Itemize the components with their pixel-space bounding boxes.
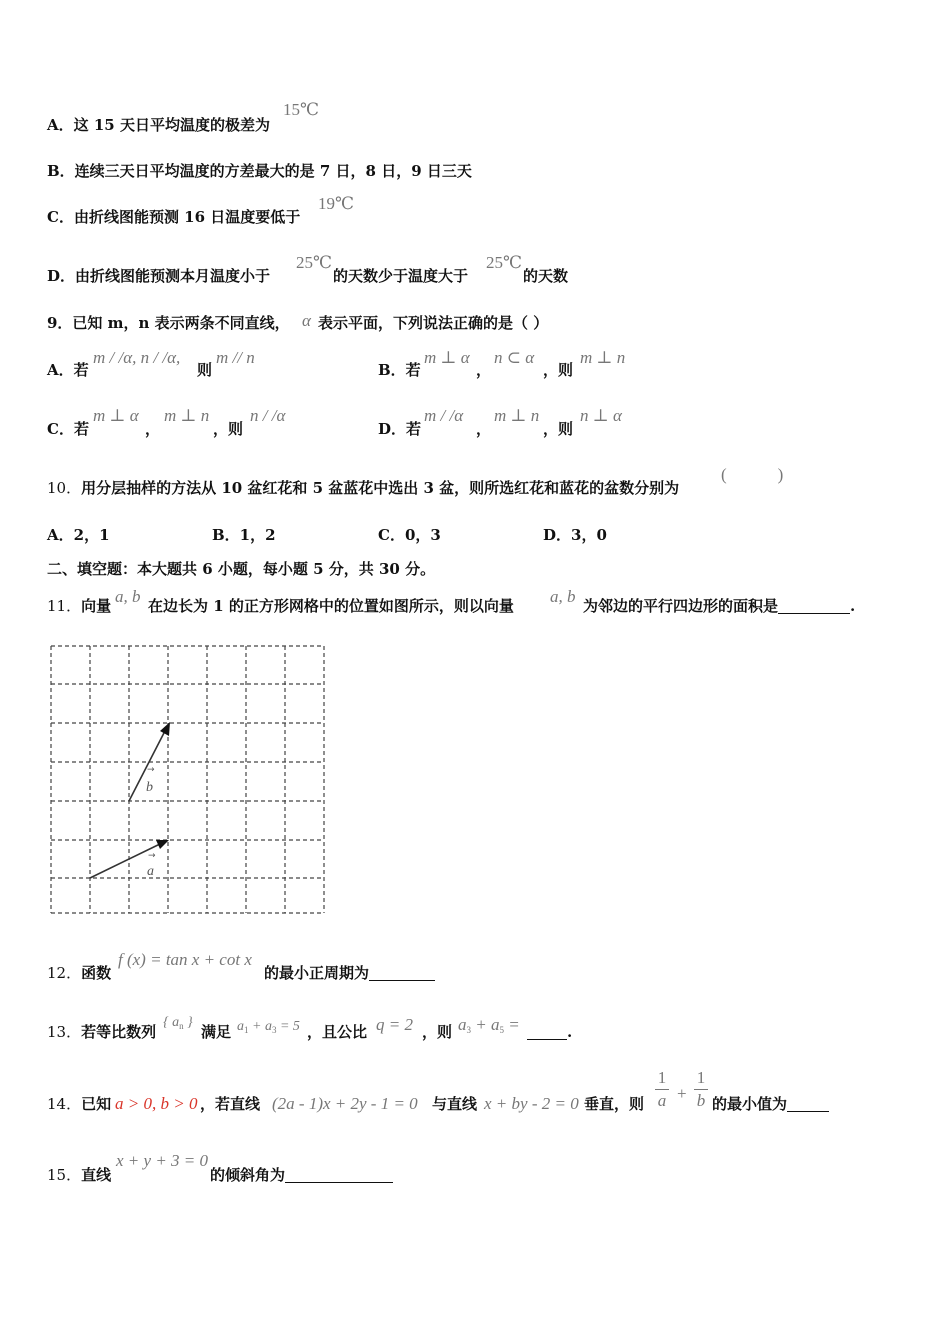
q11-post: 为邻边的平行四边形的面积是 . <box>583 597 856 615</box>
q12-answer-blank[interactable] <box>369 966 435 981</box>
q9-option-d-label: D．若 <box>378 420 422 438</box>
q15-math: x + y + 3 = 0 <box>116 1151 209 1170</box>
q15-post: 的倾斜角为 <box>210 1165 393 1185</box>
q9-option-d-math1: m / /α <box>424 406 464 425</box>
q11-mid: 在边长为 1 的正方形网格中的位置如图所示，则以向量 <box>148 597 514 615</box>
q9-option-b-math3: m ⊥ n <box>580 348 626 367</box>
q11-math1: a, b <box>115 587 141 606</box>
q9-option-b-math1: m ⊥ α <box>424 348 470 367</box>
q8-option-d-post: 的天数 <box>523 267 569 285</box>
vector-a-label: a <box>147 864 154 879</box>
q14-post: 的最小值为 <box>712 1094 829 1114</box>
q9-option-c-math1: m ⊥ α <box>93 406 139 425</box>
q9-option-c-label: C．若 <box>47 420 89 438</box>
q9-stem-post: 表示平面，下列说法正确的是（ ） <box>318 314 549 332</box>
q14-answer-blank[interactable] <box>787 1097 829 1112</box>
q8-option-d-math2: 25℃ <box>486 253 523 272</box>
q9-option-c-then: ，则 <box>213 420 244 438</box>
q14-mid1: ，若直线 <box>200 1095 261 1113</box>
q14-plus: + <box>677 1084 687 1103</box>
q11-answer-blank[interactable] <box>778 599 850 614</box>
q15-answer-blank[interactable] <box>285 1168 393 1183</box>
q8-option-c: C．由折线图能预测 16 日温度要低于 <box>47 208 301 226</box>
q9-option-a-math1: m / /α, n / /α, <box>93 348 181 367</box>
q15-line: 15．直线 <box>47 1166 112 1184</box>
q9-option-b-label: B．若 <box>378 361 421 379</box>
q12-math: f (x) = tan x + cot x <box>118 950 252 969</box>
q10-option-d: D．3，0 <box>543 526 607 544</box>
q12-post: 的最小正周期为 <box>264 963 435 983</box>
q9-option-d-then: ，则 <box>543 420 574 438</box>
q14-fraction-1-over-b: 1 b <box>694 1068 708 1111</box>
q13-line: 13．若等比数列 <box>47 1023 157 1041</box>
q13-math2: $a_1 + a_3 = 5$ <box>237 1019 300 1035</box>
vector-b-arrow-mark: → <box>147 765 155 775</box>
q8-option-c-math: 19℃ <box>318 194 355 213</box>
q11-line: 11．向量 <box>47 597 112 615</box>
q13-math4: $a_3 + a_5$ = <box>458 1015 520 1035</box>
q9-option-b-then: ，则 <box>543 361 574 379</box>
q9-option-c-math3: n / /α <box>250 406 286 425</box>
q13-math1: { $a_n$ } <box>163 1015 193 1031</box>
q14-fraction-1-over-a: 1 a <box>655 1068 669 1111</box>
q13-answer-blank[interactable] <box>527 1025 567 1040</box>
q10-paren: ( ) <box>721 465 784 484</box>
q10-option-c: C．0，3 <box>378 526 441 544</box>
q13-mid2: ，且公比 <box>307 1023 368 1041</box>
q9-option-d-math3: n ⊥ α <box>580 406 622 425</box>
q14-line: 14．已知 <box>47 1095 112 1113</box>
q10-option-a: A．2，1 <box>47 526 110 544</box>
q8-option-b: B．连续三天日平均温度的方差最大的是 7 日，8 日，9 日三天 <box>47 162 472 180</box>
q8-option-d-math1: 25℃ <box>296 253 333 272</box>
q14-condition-math: a > 0, b > 0 <box>115 1094 198 1113</box>
q9-stem-math: α <box>302 311 311 330</box>
q9-option-c-comma: ， <box>145 420 161 438</box>
vector-b-label: b <box>146 780 153 795</box>
q9-option-a-then: 则 <box>197 361 213 379</box>
section-2-header: 二、填空题：本大题共 6 小题，每小题 5 分，共 30 分。 <box>47 560 436 578</box>
q8-option-d-pre: D．由折线图能预测本月温度小于 <box>47 267 271 285</box>
q9-option-a-label: A．若 <box>47 361 89 379</box>
q9-option-a-math2: m // n <box>216 348 255 367</box>
q9-option-d-comma: ， <box>476 420 492 438</box>
q8-option-a-math: 15℃ <box>283 100 320 119</box>
q14-line2-math: x + by - 2 = 0 <box>484 1094 579 1113</box>
q9-option-b-math2: n ⊂ α <box>494 348 535 367</box>
q13-post: . <box>527 1022 572 1042</box>
q9-option-c-math2: m ⊥ n <box>164 406 210 425</box>
q13-mid1: 满足 <box>201 1023 232 1041</box>
q11-math2: a, b <box>550 587 576 606</box>
q14-line1-math: (2a - 1)x + 2y - 1 = 0 <box>272 1094 418 1113</box>
q8-option-a: A．这 15 天日平均温度的极差为 <box>47 116 270 134</box>
vector-a-arrow-mark: → <box>148 851 156 861</box>
q13-mid3: ，则 <box>422 1023 453 1041</box>
q10-stem: 10．用分层抽样的方法从 10 盆红花和 5 盆蓝花中选出 3 盆，则所选红花和蓝花的盆数分别为 <box>47 479 680 497</box>
q9-option-b-comma: ， <box>476 361 492 379</box>
vector-grid-figure <box>48 643 328 915</box>
q12-line: 12．函数 <box>47 964 112 982</box>
q14-mid2: 与直线 <box>432 1095 478 1113</box>
q9-stem: 9．已知 m，n 表示两条不同直线， <box>47 314 290 332</box>
q9-option-d-math2: m ⊥ n <box>494 406 540 425</box>
grid-lines <box>51 646 324 913</box>
q10-option-b: B．1，2 <box>212 526 276 544</box>
q14-mid3: 垂直，则 <box>584 1095 645 1113</box>
q8-option-d-mid: 的天数少于温度大于 <box>333 267 469 285</box>
q13-math3: q = 2 <box>376 1015 413 1034</box>
